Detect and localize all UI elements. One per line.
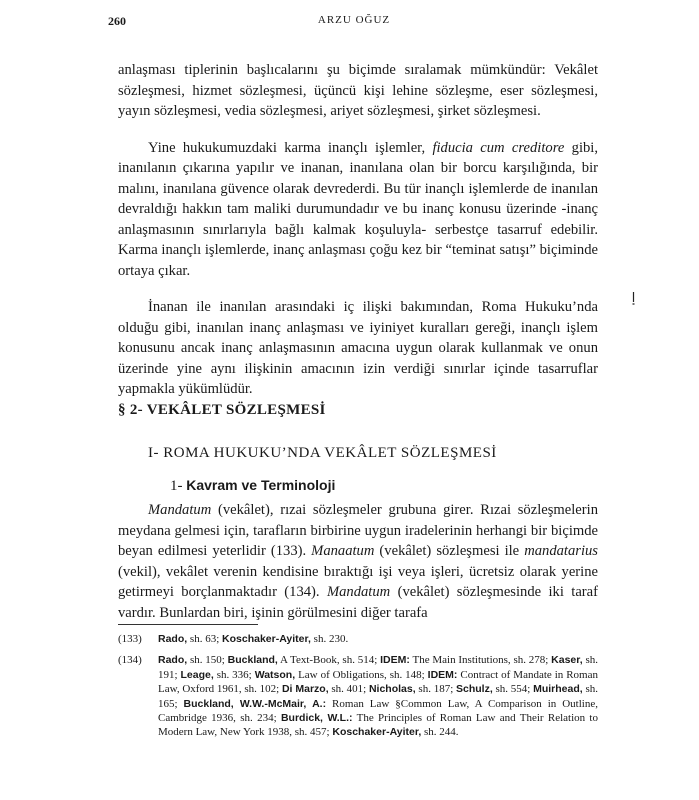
paragraph-1	[118, 60, 598, 122]
latin-term: Manaatum	[311, 543, 375, 559]
footnotes	[118, 632, 598, 747]
author-name: IDEM:	[380, 654, 410, 667]
paragraph-4	[118, 500, 598, 623]
paragraph-2	[118, 138, 598, 282]
author-name: Koschaker-Ayiter,	[332, 726, 422, 739]
text-run: Roman Law §Common Law, A Comparison in Outline, Cambridge 1936, sh. 234;	[158, 697, 598, 725]
body-text	[118, 60, 598, 400]
latin-term: fiducia cum creditore	[432, 139, 565, 156]
footnote-number: (133)	[118, 633, 142, 645]
author-name: Burdick, W.L.:	[280, 712, 353, 725]
author-name: Watson,	[254, 668, 296, 681]
author-name: Kaser,	[551, 654, 583, 667]
text-run: gibi, inanılanın çıkarına yapılır ve inanan, inanılana olan bir borcu karşılığında, bir malını, inanılana güvence olarak devrederdi. Bu tür inançlı işlemlerde de inanılan devraldığı hakkın tam maliki durumundadır ve bu inanç konusu üzerinde -inanç anlaşmasının sınırlarıyla bağlı kalmak koşuluyla- serbestçe tasarruf edebilir. Karma inançlı işlemlerde, inanç anlaşması çoğu kez bir “teminat satışı” biçiminde ortaya çıkar.	[118, 139, 598, 279]
text-run: sh. 401;	[328, 683, 369, 696]
paragraph-3	[118, 297, 598, 400]
author-name: Muirhead,	[533, 683, 583, 696]
footnote	[118, 653, 598, 739]
text-run: The Principles of Roman Law and Their Relation to Modern Law, New York 1938, sh. 457;	[158, 712, 598, 739]
subsubsection-number: 1-	[170, 478, 183, 494]
text-run: sh. 554;	[492, 683, 534, 696]
author-name: Di Marzo,	[281, 683, 329, 696]
section-heading: § 2- VEKÂLET SÖZLEŞMESİ	[118, 402, 326, 418]
author-name: Buckland, W.W.-McMair, A.:	[183, 697, 327, 710]
text-run: Law of Obligations, sh. 148;	[295, 668, 428, 681]
author-name: Nicholas,	[368, 683, 416, 696]
footnote	[118, 632, 598, 646]
text-run: (vekâlet) sözleşmesi ile	[374, 543, 525, 559]
text-run: Contract of Mandate in Roman Law, Oxford 1961, sh. 102;	[158, 668, 598, 696]
text-run: sh. 336;	[213, 668, 255, 681]
text-run: İnanan ile inanılan arasındaki iç ilişki bakımından, Roma Hukuku’nda olduğu gibi, inanılan inanç anlaşması ve iyiniyet kuralları gereği, inançlı işlem konusunu ancak inanç anlaşmasının amacına uygun olarak kullanmak ve onun üzerinde yine aynı ilişkinin amacının izin verdiği sınırlar içinde tasarruflar yapmakla yükümlüdür.	[118, 299, 598, 397]
text-run: sh. 191;	[158, 654, 599, 681]
subsection-heading: I- ROMA HUKUKU’NDA VEKÂLET SÖZLEŞMESİ	[148, 445, 497, 461]
text-run: sh. 244.	[421, 726, 459, 739]
text-run: (vekâlet), rızai sözleşmeler grubuna girer. Rızai sözleşmelerin meydana gelmesi için, tarafların birbirine uygun iradelerinin herhangi bir biçimde beyan edilmesi yeterlidir (133).	[118, 502, 598, 559]
text-run: A Text-Book, sh. 514;	[277, 654, 381, 667]
subsubsection-title: Kavram ve Terminoloji	[186, 477, 336, 493]
latin-term: Mandatum	[148, 502, 212, 518]
page-number: 260	[108, 14, 126, 28]
footnote-rule	[118, 624, 258, 625]
text-run: anlaşması tiplerinin başlıcalarını şu biçimde sıralamak mümkündür: Vekâlet sözleşmesi, hizmet sözleşmesi, üçüncü kişi lehine sözleşme, eser sözleşmesi, yayın sözleşmesi, vedia sözleşmesi, ariyet sözleşmesi, şirket sözleşmesi.	[118, 62, 598, 119]
author-name: IDEM:	[427, 668, 458, 681]
text-run: sh. 63;	[187, 633, 223, 645]
author-name: Rado,	[158, 654, 188, 667]
running-title: ARZU OĞUZ	[317, 14, 391, 26]
author-name: Rado,	[158, 633, 188, 645]
author-name: Leage,	[180, 668, 214, 681]
text-run: sh. 150;	[187, 654, 228, 667]
margin-mark	[632, 292, 635, 306]
author-name: Koschaker-Ayiter,	[222, 633, 311, 645]
body-text-2	[118, 500, 598, 623]
text-run: The Main Institutions, sh. 278;	[409, 654, 552, 667]
latin-term: Mandatum	[326, 584, 391, 600]
text-run: (vekâlet) sözleşmesinde iki taraf vardır. Bunlardan biri, işinin görülmesini diğer tarafa	[118, 584, 598, 621]
latin-term: mandatarius	[524, 543, 598, 559]
running-head	[108, 14, 600, 32]
text-run: sh. 187;	[415, 683, 456, 696]
author-name: Buckland,	[227, 654, 278, 667]
text-run: sh. 230.	[310, 633, 349, 645]
text-run: sh. 165;	[158, 683, 598, 710]
footnote-number: (134)	[118, 654, 142, 667]
text-run: Yine hukukumuzdaki karma inançlı işlemler,	[148, 139, 433, 156]
text-run: (vekil), vekâlet verenin kendisine bıraktığı işi veya işleri, ücretsiz olarak yerine getirmeyi borçlanmaktadır (134).	[118, 563, 598, 600]
subsubsection-heading	[170, 477, 335, 495]
author-name: Schulz,	[456, 683, 493, 696]
